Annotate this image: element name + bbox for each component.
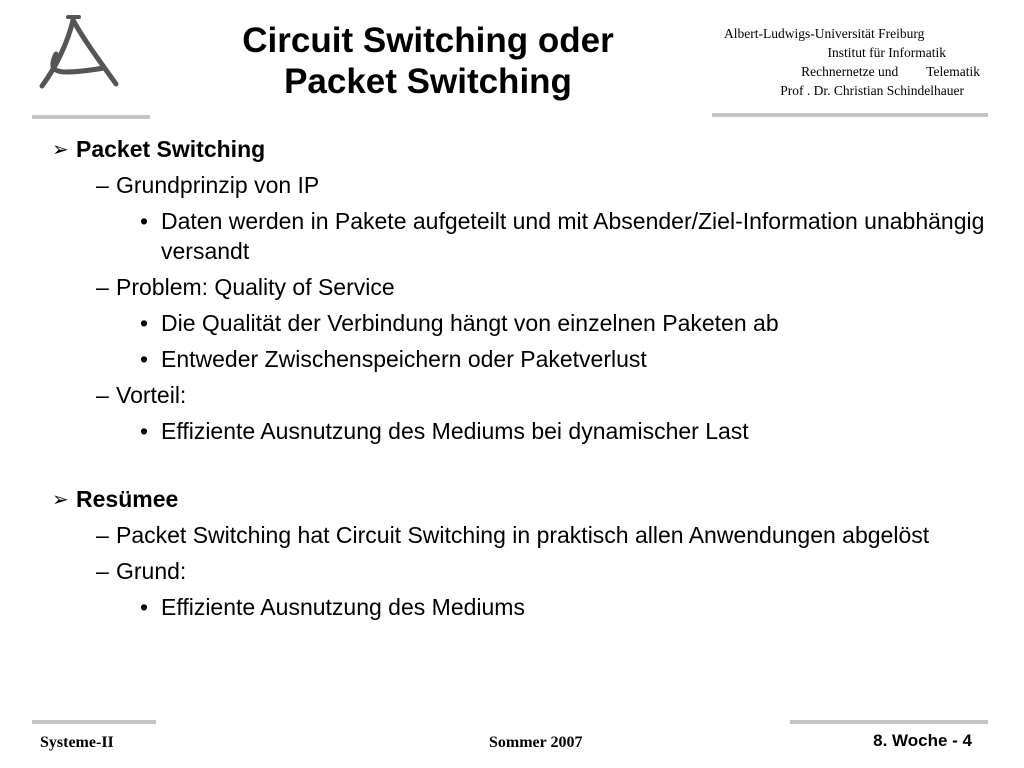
dot-bullet-icon: • (140, 418, 149, 444)
title-line-1: Circuit Switching oder (242, 21, 614, 60)
dash-bullet-icon: – (96, 172, 109, 198)
list-item-text: Effiziente Ausnutzung des Mediums (161, 594, 525, 620)
dash-bullet-icon: – (96, 382, 109, 408)
list-item (52, 170, 992, 200)
semester-label: Sommer 2007 (489, 734, 583, 751)
section-spacer (52, 452, 992, 484)
list-item-text: Grund: (116, 558, 187, 584)
dot-bullet-icon: • (140, 310, 149, 336)
dot-bullet-icon: • (140, 594, 149, 620)
dash-bullet-icon: – (96, 522, 109, 548)
list-item-text: Packet Switching hat Circuit Switching in praktisch allen Anwendungen abgelöst (116, 522, 930, 548)
list-item (52, 416, 992, 446)
slide-title (168, 20, 688, 102)
university-name: Albert-Ludwigs-Universität Freiburg (724, 26, 925, 41)
footer-rule-right (790, 720, 988, 724)
section-heading-resuemee (52, 484, 992, 514)
list-item-text: Grundprinzip von IP (116, 172, 320, 198)
list-item-text: Vorteil: (116, 382, 187, 408)
chair-name-part2: Telematik (926, 64, 980, 79)
dash-bullet-icon: – (96, 558, 109, 584)
footer-rule-left (32, 720, 156, 724)
professor-name: Prof . Dr. Christian Schindelhauer (780, 83, 964, 98)
section-heading-text: Packet Switching (76, 136, 266, 162)
list-item (52, 272, 992, 302)
header-rule-right (712, 113, 988, 117)
page-number: 8. Woche - 4 (873, 731, 972, 750)
list-item-text: Problem: Quality of Service (116, 274, 395, 300)
dot-bullet-icon: • (140, 346, 149, 372)
list-item (52, 520, 992, 550)
section-heading-packet-switching (52, 134, 992, 164)
list-item (52, 380, 992, 410)
title-line-2: Packet Switching (284, 62, 572, 101)
chair-name-part1: Rechnernetze und (801, 64, 899, 79)
university-logo-icon (30, 12, 130, 102)
list-item (52, 206, 992, 266)
list-item-text: Entweder Zwischenspeichern oder Paketverlust (161, 346, 647, 372)
list-item (52, 344, 992, 374)
slide-content (52, 134, 992, 628)
section-heading-text: Resümee (76, 486, 179, 512)
list-item-text: Effiziente Ausnutzung des Mediums bei dynamischer Last (161, 418, 749, 444)
list-item (52, 556, 992, 586)
affiliation-block (700, 24, 980, 100)
arrow-bullet-icon: ➢ (52, 487, 69, 511)
list-item (52, 592, 992, 622)
dash-bullet-icon: – (96, 274, 109, 300)
chair-name (700, 62, 980, 81)
institute-name: Institut für Informatik (827, 45, 946, 60)
header-rule-left (32, 115, 150, 119)
arrow-bullet-icon: ➢ (52, 137, 69, 161)
list-item (52, 308, 992, 338)
list-item-text: Daten werden in Pakete aufgeteilt und mit Absender/Ziel-Information unabhängig versandt (161, 208, 985, 264)
course-name: Systeme-II (40, 734, 114, 751)
list-item-text: Die Qualität der Verbindung hängt von einzelnen Paketen ab (161, 310, 779, 336)
dot-bullet-icon: • (140, 208, 149, 234)
